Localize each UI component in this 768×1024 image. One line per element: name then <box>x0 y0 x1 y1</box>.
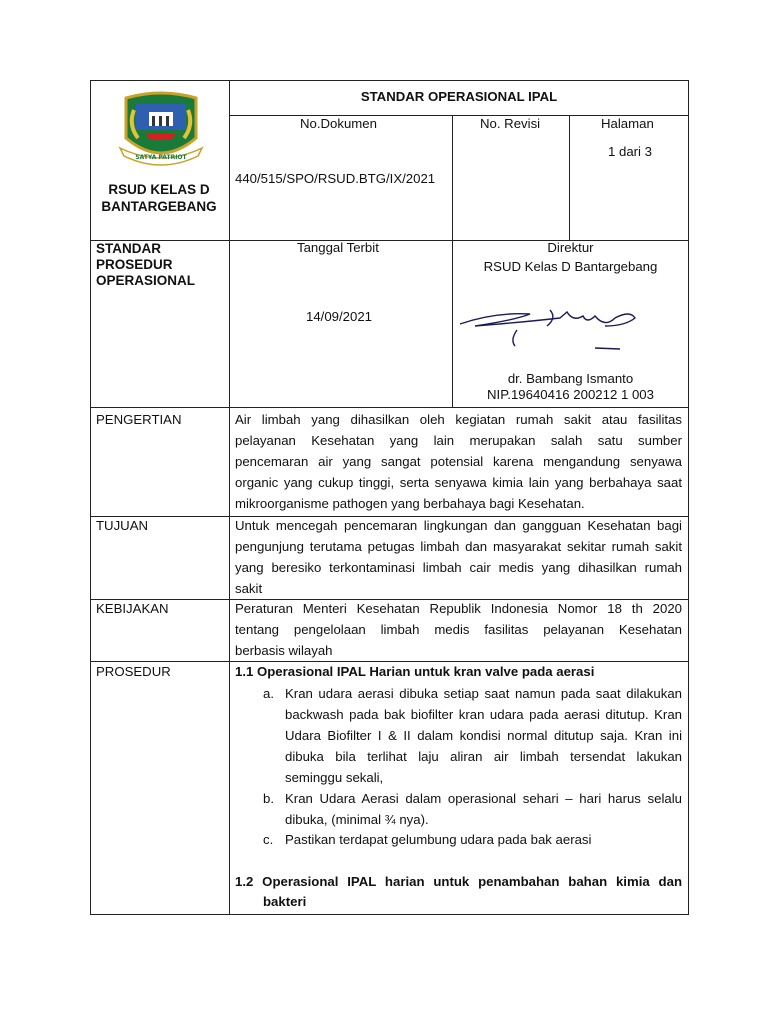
pengertian-line: Air limbah yang dihasilkan oleh kegiatan rumah sakit atau fasilitas <box>235 412 682 427</box>
hospital-logo <box>116 90 206 170</box>
item-a-line: Kran udara aerasi dibuka setiap saat namun pada saat dilakukan <box>285 686 682 701</box>
page-value: 1 dari 3 <box>608 144 652 159</box>
document-title: STANDAR OPERASIONAL IPAL <box>360 89 558 104</box>
item-c-line: Pastikan terdapat gelumbung udara pada bak aerasi <box>285 832 592 847</box>
pengertian-line: mikroorganisme pathogen yang berbahaya bagi Kesehatan. <box>235 496 585 511</box>
pengertian-line: pencemaran air yang sangat potensial karena mengandung senyawa <box>235 454 682 469</box>
doc-number: 440/515/SPO/RSUD.BTG/IX/2021 <box>235 171 436 186</box>
issue-date: 14/09/2021 <box>306 309 373 324</box>
kebijakan-label: KEBIJAKAN <box>96 601 169 616</box>
section-1-2-title: bakteri <box>263 894 307 909</box>
prosedur-label: PROSEDUR <box>96 664 171 679</box>
item-a-line: dibuka bila terlihat laju aliran air limbah tersendat lakukan <box>285 749 682 764</box>
tujuan-line: yang beresiko terkontaminasi limbah cair medis yang dihasilkan rumah <box>235 560 682 575</box>
issue-date-label: Tanggal Terbit <box>297 240 379 255</box>
kebijakan-line: berbasis wilayah <box>235 643 333 658</box>
tujuan-line: pengunjung terutama petugas limbah dan masyarakat sekitar rumah sakit <box>235 539 682 554</box>
revision-label: No. Revisi <box>480 116 541 131</box>
item-c-marker: c. <box>263 832 274 847</box>
item-a-line: backwash pada bak biofilter kran udara pada aerasi ditutup. Kran <box>285 707 682 722</box>
kebijakan-line: tentang pengelolaan limbah medis fasilitas pelayanan Kesehatan <box>235 622 682 637</box>
director-title: Direktur <box>547 240 594 255</box>
director-nip: NIP.19640416 200212 1 003 <box>487 387 654 402</box>
page-label: Halaman <box>601 116 654 131</box>
tujuan-line: sakit <box>235 581 263 596</box>
kebijakan-line: Peraturan Menteri Kesehatan Republik Indonesia Nomor 18 th 2020 <box>235 601 682 616</box>
item-b-line: Kran Udara Aerasi dalam operasional sehari – hari harus selalu <box>285 791 682 806</box>
tujuan-label: TUJUAN <box>96 518 149 533</box>
item-a-line: seminggu sekali, <box>285 770 384 785</box>
director-name: dr. Bambang Ismanto <box>507 371 634 386</box>
item-b-line: dibuka, (minimal ¾ nya). <box>285 812 429 827</box>
item-b-marker: b. <box>263 791 274 806</box>
item-a-line: Udara Biofilter I & II dalam kondisi normal ditutup saja. Kran ini <box>285 728 682 743</box>
hospital-name: RSUD KELAS D BANTARGEBANG <box>101 182 217 214</box>
director-org: RSUD Kelas D Bantargebang <box>483 259 658 274</box>
section-1-2-title: 1.2 Operasional IPAL harian untuk penambahan bahan kimia dan <box>235 874 682 889</box>
pengertian-line: pelayanan Kesehatan yang lain merupakan salah satu sumber <box>235 433 682 448</box>
pengertian-label: PENGERTIAN <box>96 412 182 427</box>
section-1-1-title: 1.1 Operasional IPAL Harian untuk kran valve pada aerasi <box>235 664 595 679</box>
item-a-marker: a. <box>263 686 274 701</box>
pengertian-line: organic yang cukup tinggi, serta senyawa kimia lain yang berbahaya saat <box>235 475 682 490</box>
doc-number-label: No.Dokumen <box>300 116 377 131</box>
sop-label: STANDAR PROSEDUR OPERASIONAL <box>96 241 196 288</box>
tujuan-line: Untuk mencegah pencemaran lingkungan dan gangguan Kesehatan bagi <box>235 518 682 533</box>
director-signature <box>455 300 655 360</box>
logo-motto: SATYA PATRIOT <box>135 154 187 161</box>
